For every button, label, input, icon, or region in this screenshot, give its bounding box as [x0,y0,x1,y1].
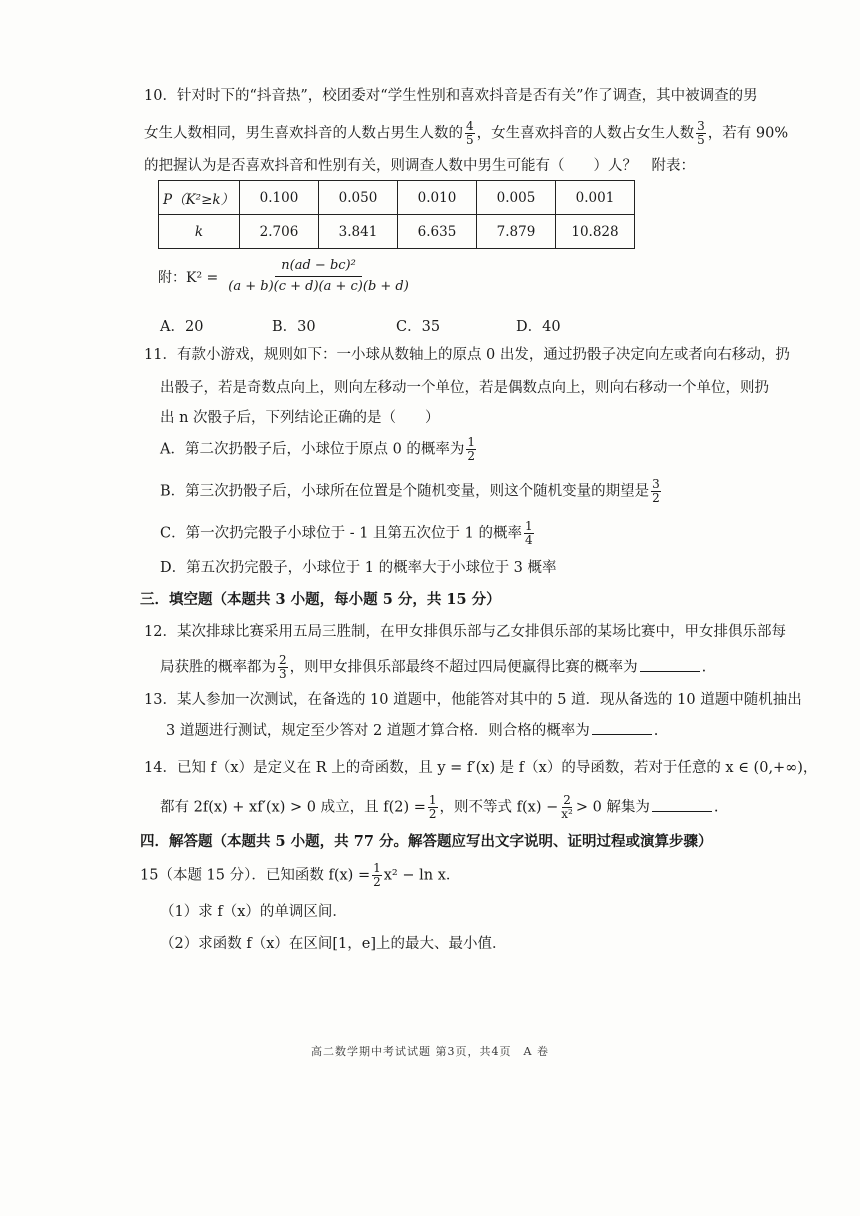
critical-value-table [158,180,635,249]
q14-line2-text-a: 都有 2f(x) + xf′(x) > 0 成立，且 f(2) = [160,799,426,816]
fraction-numerator: 4 [466,119,474,133]
q11-option-b-fraction [651,478,661,505]
q10-option-b: B．30 [272,319,316,335]
q15-part1: （1）求 f（x）的单调区间． [160,904,347,920]
table-cell: 0.005 [477,181,556,215]
q10-line2-text-c: ，若有 90% [707,125,789,142]
q10-line2-text-a: 女生人数相同，男生喜欢抖音的人数占男生人数的 [144,125,463,142]
q10-option-a: A．20 [160,319,204,335]
q11-line3: 出 n 次骰子后，下列结论正确的是（ ） [160,410,440,426]
q15-part2: （2）求函数 f（x）在区间[1，e]上的最大、最小值． [160,936,507,952]
fraction-denominator: 3 [279,667,287,681]
q10-line2 [144,120,788,147]
q11-option-a-fraction [466,436,476,463]
table-row [159,215,635,249]
q13-line2 [166,720,658,741]
table-cell: 0.100 [240,181,319,215]
q14-line1: 14．已知 f（x）是定义在 R 上的奇函数，且 y = f′(x) 是 f（x）的导函数，若对于任意的 x ∈ (0,+∞)， [144,760,818,776]
fraction-numerator: 1 [467,435,476,449]
q10-line1: 10．针对时下的“抖音热”，校团委对“学生性别和喜欢抖音是否有关”作了调查，其中被调查的男 [144,88,758,104]
table-cell: 3.841 [319,215,398,249]
q14-fraction-2-over-x2 [560,794,574,821]
table-row [159,181,635,215]
q15-line1-text-b: x² − ln x． [383,867,461,884]
answer-blank [592,720,652,735]
table-cell: 6.635 [398,215,477,249]
q11-line2: 出骰子，若是奇数点向上，则向左移动一个单位，若是偶数点向上，则向右移动一个单位，则扔 [160,380,769,396]
section-3-heading: 三．填空题（本题共 3 小题，每小题 5 分，共 15 分） [140,591,501,608]
formula-numerator: n(ad − bc)² [275,258,362,277]
fraction-numerator: 3 [697,119,705,133]
q14-fraction-f2 [428,794,438,821]
q13-line1: 13．某人参加一次测试，在备选的 10 道题中，他能答对其中的 5 道．现从备选的 10 道题中随机抽出 [144,692,802,708]
q11-option-c-fraction [524,520,534,547]
answer-blank [652,797,712,812]
table-cell: 0.010 [398,181,477,215]
table-cell: 7.879 [477,215,556,249]
table-cell: 0.050 [319,181,398,215]
q13-line2-end: . [653,723,659,739]
q12-line2 [160,654,706,681]
q12-line2-end: . [701,659,707,676]
q13-line2-text: 3 道题进行测试，规定至少答对 2 道题才算合格．则合格的概率为 [166,723,590,739]
fraction-numerator: 1 [428,793,437,807]
fraction-numerator: 2 [563,793,571,807]
fraction-denominator: 2 [467,449,476,463]
fraction-numerator: 1 [373,861,381,875]
q10-line3: 的把握认为是否喜欢抖音和性别有关，则调查人数中男生可能有（ ）人？ 附表： [144,158,695,174]
q12-fraction [278,654,288,681]
q15-line1-text-a: 15（本题 15 分）．已知函数 f(x) = [140,867,371,884]
q12-line1: 12．某次排球比赛采用五局三胜制，在甲女排俱乐部与乙女排俱乐部的某场比赛中，甲女排俱乐部每 [144,624,786,640]
fraction-denominator: 4 [525,533,533,547]
table-cell: 0.001 [556,181,635,215]
chi-square-formula [158,258,415,295]
q10-option-c: C．35 [396,319,441,335]
fraction-numerator: 2 [279,653,287,667]
fraction-denominator: 2 [373,875,381,889]
fraction-denominator: x² [561,807,573,821]
q10-fraction-female [696,120,706,147]
q11-option-a-text: A．第二次扔骰子后，小球位于原点 0 的概率为 [160,441,465,458]
q11-option-b [160,478,663,505]
q10-option-d: D．40 [516,319,561,335]
fraction-numerator: 1 [525,519,533,533]
q14-line2 [160,794,719,821]
q10-fraction-male [465,120,475,147]
q14-line2-end: . [713,799,719,816]
fraction-denominator: 2 [652,491,660,505]
q11-option-d: D．第五次扔完骰子，小球位于 1 的概率大于小球位于 3 概率 [160,560,557,576]
table-header-cell: k [159,215,240,249]
q14-line2-text-b: ，则不等式 f(x) − [439,799,559,816]
q11-line1: 11．有款小游戏，规则如下：一小球从数轴上的原点 0 出发，通过扔骰子决定向左或者向右移动，扔 [144,347,790,363]
q11-option-c [160,520,536,547]
q12-line2-text-b: ，则甲女排俱乐部最终不超过四局便赢得比赛的概率为 [289,659,638,676]
q10-line2-text-b: ，女生喜欢抖音的人数占女生人数 [476,125,695,142]
q11-option-a [160,436,478,463]
fraction-denominator: 5 [697,133,705,147]
formula-fraction [222,258,415,295]
q11-option-c-text: C．第一次扔完骰子小球位于 - 1 且第五次位于 1 的概率 [160,525,522,542]
fraction-denominator: 5 [466,133,474,147]
section-4-heading: 四．解答题（本题共 5 小题，共 77 分。解答题应写出文字说明、证明过程或演算步骤） [140,833,713,850]
page-footer: 高二数学期中考试试题 第3页，共4页 A 卷 [311,1045,549,1058]
formula-label: 附：K² = [158,269,219,286]
q15-line1 [140,862,460,889]
table-header-cell: P（K²≥k） [159,181,240,215]
q14-line2-text-c: > 0 解集为 [575,799,650,816]
formula-denominator: (a + b)(c + d)(a + c)(b + d) [228,279,409,294]
q15-fraction [372,862,382,889]
table-cell: 10.828 [556,215,635,249]
answer-blank [640,657,700,672]
table-cell: 2.706 [240,215,319,249]
q11-option-b-text: B．第三次扔骰子后，小球所在位置是个随机变量，则这个随机变量的期望是 [160,483,650,500]
fraction-numerator: 3 [652,477,660,491]
q12-line2-text-a: 局获胜的概率都为 [160,659,276,676]
fraction-denominator: 2 [428,807,437,821]
